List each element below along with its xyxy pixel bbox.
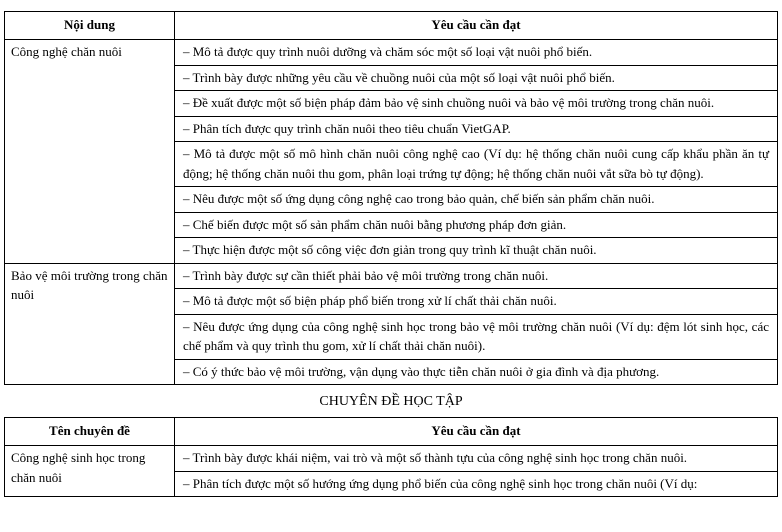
document-page — [0, 11, 782, 532]
requirement-item: – Trình bày được sự cần thiết phải bảo vệ môi trường trong chăn nuôi. — [175, 264, 777, 290]
requirement-item: – Mô tả được một số mô hình chăn nuôi công nghệ cao (Ví dụ: hệ thống chăn nuôi cung cấp khẩu phần ăn tự động; hệ thống chăn nuôi thu gom, phân loại trứng tự động; hệ thống chăn nuôi vắt sữa bò tự động). — [175, 142, 777, 187]
requirement-item: – Nêu được ứng dụng của công nghệ sinh học trong bảo vệ môi trường chăn nuôi (Ví dụ: đệm lót sinh học, các chế phẩm và quy trình thu gom, xử lí chất thải chăn nuôi). — [175, 315, 777, 360]
requirement-item: – Nêu được một số ứng dụng công nghệ cao trong bảo quản, chế biến sản phẩm chăn nuôi. — [175, 187, 777, 213]
requirement-item: – Thực hiện được một số công việc đơn giản trong quy trình kĩ thuật chăn nuôi. — [183, 242, 597, 257]
table-row — [5, 263, 778, 385]
topic-cell: Công nghệ chăn nuôi — [5, 40, 175, 264]
header-requirements: Yêu cầu cần đạt — [175, 12, 778, 40]
header-requirements: Yêu cầu cần đạt — [175, 418, 778, 446]
requirements-cell — [175, 263, 778, 385]
requirement-item: – Mô tả được một số biện pháp phổ biến trong xử lí chất thải chăn nuôi. — [175, 289, 777, 315]
requirement-item: – Có ý thức bảo vệ môi trường, vận dụng vào thực tiễn chăn nuôi ở gia đình và địa phương. — [183, 363, 660, 379]
header-content: Nội dung — [5, 12, 175, 40]
header-topic-name: Tên chuyên đề — [5, 418, 175, 446]
table-row — [5, 446, 778, 497]
topic-cell: Bảo vệ môi trường trong chăn nuôi — [5, 263, 175, 385]
topics-table — [4, 417, 778, 497]
requirements-cell — [175, 446, 778, 497]
requirement-item: – Phân tích được một số hướng ứng dụng phổ biến của công nghệ sinh học trong chăn nuôi (Ví dụ: — [183, 475, 698, 491]
section-title: CHUYÊN ĐỀ HỌC TẬP — [319, 394, 463, 409]
table-row — [5, 40, 778, 264]
requirements-table — [4, 11, 778, 385]
topic-cell: Công nghệ sinh học trong chăn nuôi — [5, 446, 175, 497]
requirements-cell — [175, 40, 778, 264]
requirement-item: – Chế biến được một số sản phẩm chăn nuôi bằng phương pháp đơn giản. — [175, 213, 777, 239]
requirement-item: – Trình bày được khái niệm, vai trò và một số thành tựu của công nghệ sinh học trong chăn nuôi. — [175, 446, 777, 472]
requirement-item: – Đề xuất được một số biện pháp đảm bảo vệ sinh chuồng nuôi và bảo vệ môi trường trong chăn nuôi. — [175, 91, 777, 117]
requirement-item: – Trình bày được những yêu cầu về chuồng nuôi của một số loại vật nuôi phổ biến. — [175, 66, 777, 92]
table-header-row — [5, 12, 778, 40]
requirement-item: – Mô tả được quy trình nuôi dưỡng và chăm sóc một số loại vật nuôi phổ biến. — [175, 40, 777, 66]
table-header-row — [5, 418, 778, 446]
requirement-item: – Phân tích được quy trình chăn nuôi theo tiêu chuẩn VietGAP. — [175, 117, 777, 143]
